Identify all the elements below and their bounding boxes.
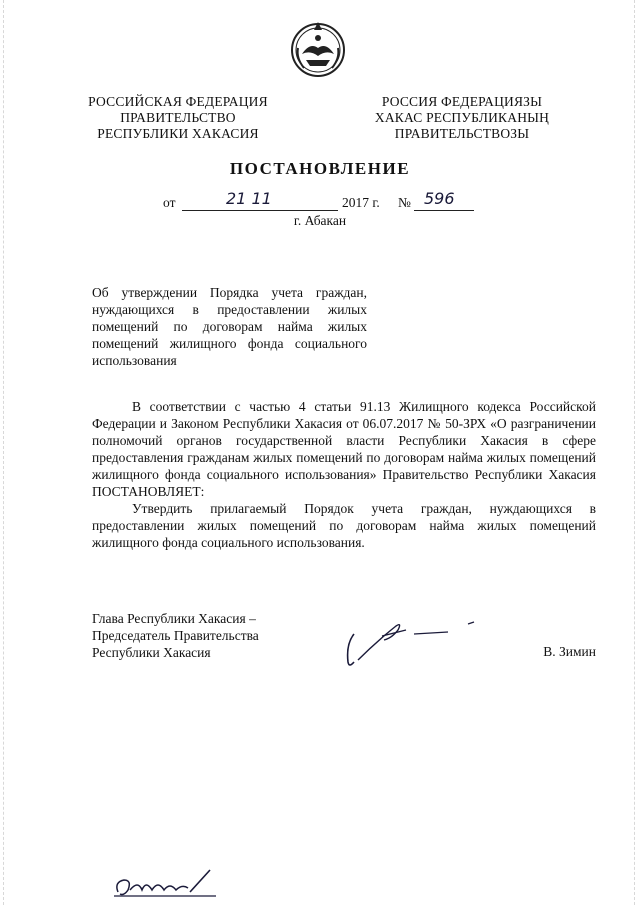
- body-paragraph: В соответствии с частью 4 статьи 91.13 Жилищного кодекса Российской Федерации и Законом Республики Хакасия от 06.07.2017 № 50-ЗРХ «О разграничении полномочий органов государственной власти Республики Хакасия в сфере предоставления гражданам жилых помещений по договорам найма жилых помещений жилищного фонда социального использования» Правительство Республики Хакасия ПОСТАНОВЛЯЕТ:: [92, 399, 596, 499]
- signature-icon: [336, 612, 486, 672]
- document-body: [92, 398, 596, 551]
- signer-position: [92, 610, 259, 661]
- handwritten-number: 596: [424, 189, 455, 208]
- handwritten-signature-icon: [112, 866, 224, 900]
- org-line: ХАКАС РЕСПУБЛИКАНЫҢ: [374, 110, 550, 125]
- date-underline: [182, 210, 338, 211]
- org-line: РОССИЯ ФЕДЕРАЦИЯЗЫ: [381, 94, 543, 109]
- page-edge-left: [3, 0, 5, 905]
- handwritten-date: 21 11: [226, 189, 272, 208]
- date-prefix: от: [163, 195, 176, 210]
- coat-of-arms-icon: [288, 18, 348, 80]
- org-line: ПРАВИТЕЛЬСТВОЗЫ: [394, 126, 530, 141]
- org-line: РОССИЙСКАЯ ФЕДЕРАЦИЯ: [88, 94, 268, 109]
- number-underline: [414, 210, 474, 211]
- signer-position-line: Председатель Правительства: [92, 628, 259, 643]
- org-name-russian: [88, 94, 268, 142]
- page-edge-right: [634, 0, 636, 905]
- org-line: ПРАВИТЕЛЬСТВО: [120, 110, 236, 125]
- org-name-khakas: [370, 94, 554, 142]
- city-label: г. Абакан: [293, 213, 347, 228]
- signer-name: В. Зимин: [543, 644, 596, 659]
- signer-position-line: Республики Хакасия: [92, 645, 211, 660]
- body-paragraph: Утвердить прилагаемый Порядок учета граждан, нуждающихся в предоставлении жилых помещений по договорам найма жилых помещений жилищного фонда социального использования.: [92, 501, 596, 550]
- document-subject: Об утверждении Порядка учета граждан, нуждающихся в предоставлении жилых помещений по договорам найма жилых помещений жилищного фонда социального использования: [92, 285, 367, 368]
- org-line: РЕСПУБЛИКИ ХАКАСИЯ: [97, 126, 259, 141]
- date-number-line: [0, 189, 640, 214]
- number-sign: №: [398, 195, 411, 210]
- document-type-title: ПОСТАНОВЛЕНИЕ: [229, 159, 411, 178]
- year-label: 2017 г.: [342, 195, 380, 210]
- signer-position-line: Глава Республики Хакасия –: [92, 611, 256, 626]
